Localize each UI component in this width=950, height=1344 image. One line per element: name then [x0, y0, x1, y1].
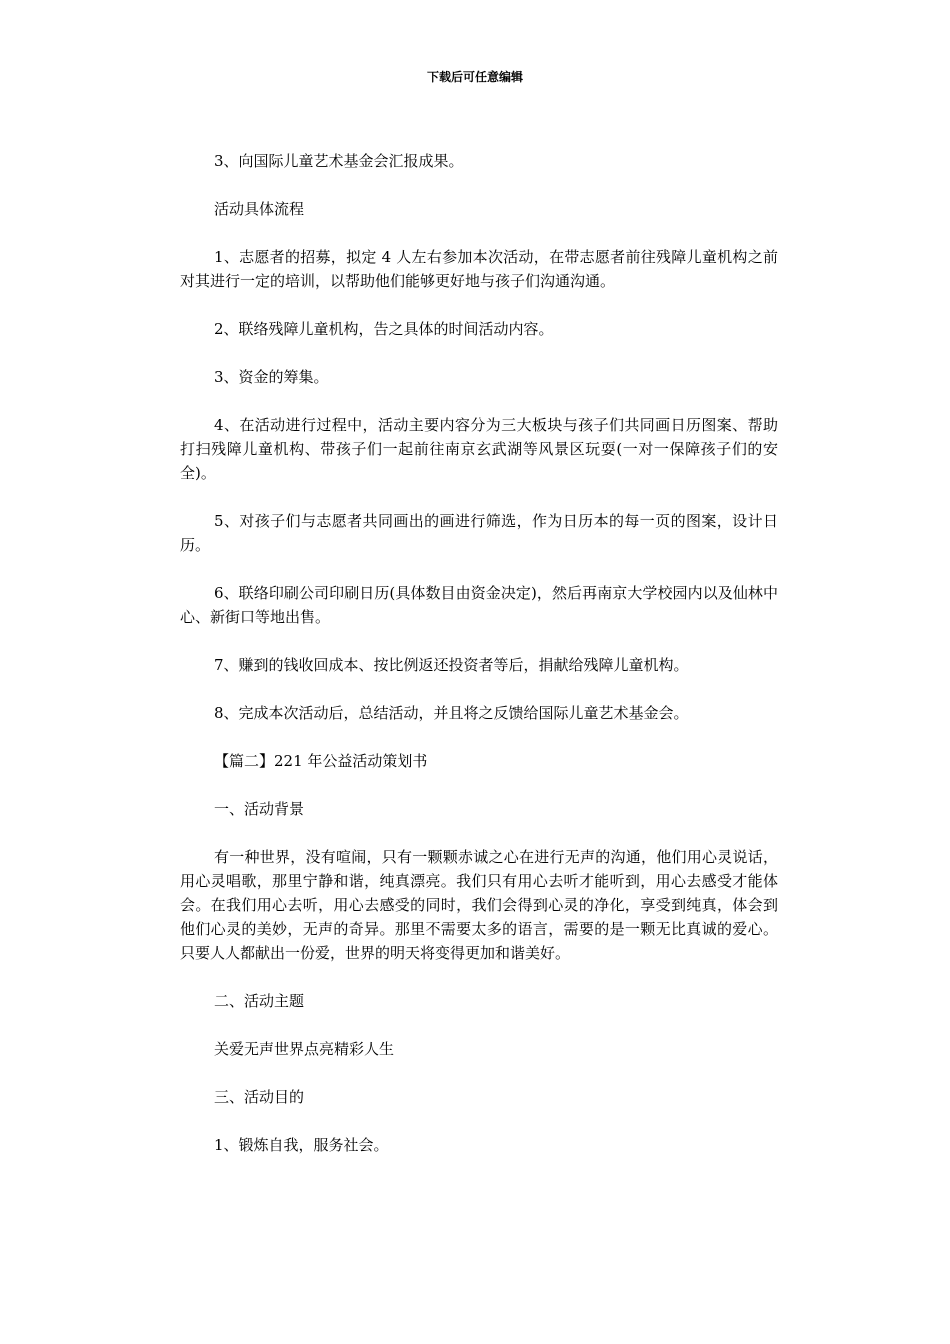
document-body — [180, 149, 778, 1181]
header-note: 下载后可任意编辑 — [426, 70, 523, 84]
heading-purpose: 三、活动目的 — [214, 1088, 305, 1106]
paragraph-theme: 关爱无声世界点亮精彩人生 — [214, 1040, 395, 1058]
paragraph-purpose-one: 1、锻炼自我，服务社会。 — [214, 1136, 389, 1154]
heading-background: 一、活动背景 — [214, 800, 305, 818]
paragraph-activity-content: 4、在活动进行过程中，活动主要内容分为三大板块与孩子们共同画日历图案、帮助打扫残障儿童机构、带孩子们一起前往南京玄武湖等风景区玩耍(一对一保障孩子们的安全)。 — [180, 416, 778, 482]
paragraph-calendar-design: 5、对孩子们与志愿者共同画出的画进行筛选，作为日历本的每一页的图案，设计日历。 — [180, 512, 778, 554]
paragraph-contact-institution: 2、联络残障儿童机构，告之具体的时间活动内容。 — [214, 320, 554, 338]
paragraph-donation: 7、赚到的钱收回成本、按比例返还投资者等后，捐献给残障儿童机构。 — [214, 656, 689, 674]
heading-theme: 二、活动主题 — [214, 992, 305, 1010]
paragraph-background: 有一种世界，没有喧闹，只有一颗颗赤诚之心在进行无声的沟通，他们用心灵说话，用心灵唱歌，那里宁静和谐，纯真漂亮。我们只有用心去听才能听到，用心去感受才能体会。在我们用心去听，用心去感受的同时，我们会得到心灵的净化，享受到纯真，体会到他们心灵的美妙，无声的奇异。那里不需要太多的语言，需要的是一颗无比真诚的爱心。只要人人都献出一份爱，世界的明天将变得更加和谐美好。 — [180, 848, 778, 962]
paragraph-calendar-printing: 6、联络印刷公司印刷日历(具体数目由资金决定)，然后再南京大学校园内以及仙林中心、新街口等地出售。 — [180, 584, 778, 626]
paragraph-summary: 8、完成本次活动后，总结活动，并且将之反馈给国际儿童艺术基金会。 — [214, 704, 689, 722]
paragraph-report-results: 3、向国际儿童艺术基金会汇报成果。 — [214, 152, 464, 170]
section-title-part-two: 【篇二】221 年公益活动策划书 — [214, 752, 428, 770]
paragraph-fundraising: 3、资金的筹集。 — [214, 368, 329, 386]
heading-activity-process: 活动具体流程 — [214, 200, 305, 218]
paragraph-volunteer-recruitment: 1、志愿者的招募，拟定 4 人左右参加本次活动，在带志愿者前往残障儿童机构之前对其进行一定的培训，以帮助他们能够更好地与孩子们沟通沟通。 — [180, 248, 778, 290]
